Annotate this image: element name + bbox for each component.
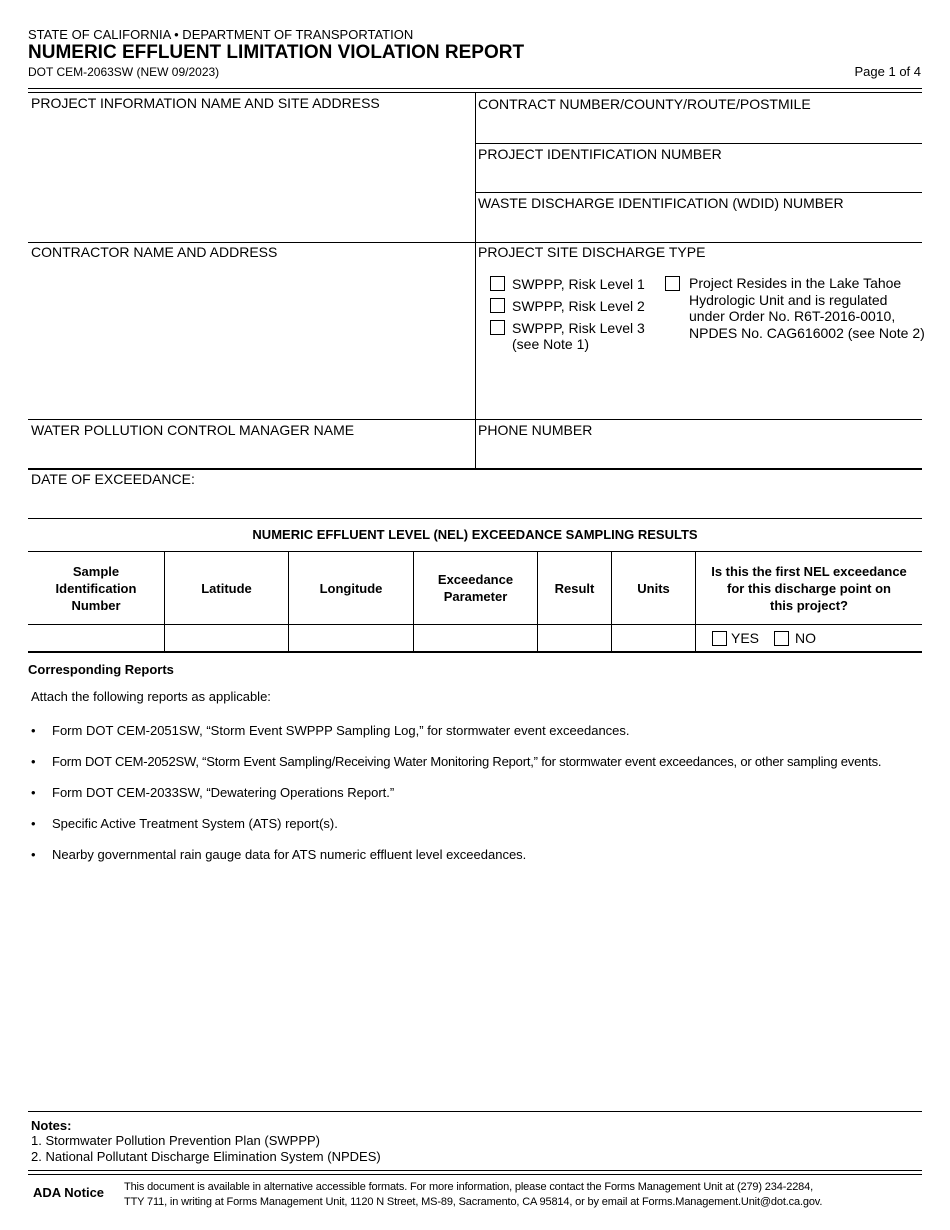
rule-section-4: [28, 468, 922, 470]
col-header-result: Result: [554, 580, 595, 596]
cell-parameter[interactable]: [415, 626, 536, 650]
page-indicator: Page 1 of 4: [854, 64, 921, 79]
lake-tahoe-line-4: NPDES No. CAG616002 (see Note 2): [689, 325, 925, 341]
risk-level-2-label: SWPPP, Risk Level 2: [512, 298, 645, 314]
report-bullet: •: [31, 816, 36, 831]
report-bullet: •: [31, 847, 36, 862]
rule-table-bottom: [28, 651, 922, 653]
rule-notes-top: [28, 1111, 922, 1112]
note-2: 2. National Pollutant Discharge Elimination System (NPDES): [31, 1149, 381, 1164]
project-info-field[interactable]: [29, 112, 473, 240]
rule-ada-top: [28, 1170, 922, 1171]
ada-label: ADA Notice: [33, 1185, 105, 1200]
form-number: DOT CEM-2063SW (NEW 09/2023): [28, 65, 220, 79]
cell-latitude[interactable]: [166, 626, 287, 650]
contractor-field[interactable]: [29, 262, 473, 416]
agency-line: STATE OF CALIFORNIA • DEPARTMENT OF TRANSPORTATION: [28, 27, 414, 42]
phone-field[interactable]: [477, 439, 921, 467]
discharge-type-label: PROJECT SITE DISCHARGE TYPE: [478, 244, 706, 260]
risk-level-1-label: SWPPP, Risk Level 1: [512, 276, 645, 292]
risk-level-3-label: SWPPP, Risk Level 3: [512, 320, 645, 336]
top-rule: [28, 88, 922, 89]
report-item: Form DOT CEM-2033SW, “Dewatering Operations Report.”: [52, 785, 395, 800]
rule-project-id: [476, 192, 922, 193]
reports-intro: Attach the following reports as applicable:: [31, 689, 271, 704]
project-info-label: PROJECT INFORMATION NAME AND SITE ADDRESS: [31, 95, 380, 111]
first-exceedance-no-label: NO: [795, 630, 816, 646]
contractor-label: CONTRACTOR NAME AND ADDRESS: [31, 244, 278, 260]
col-header-parameter-line-2: Parameter: [443, 589, 508, 604]
col-header-parameter-line-1: Exceedance: [437, 572, 514, 587]
cell-units[interactable]: [613, 626, 694, 650]
col-header-sample-id-line-1: Sample: [72, 563, 120, 579]
col-header-first-exceedance: [696, 552, 922, 624]
project-id-field[interactable]: [477, 163, 921, 191]
rule-table-header-bottom: [28, 624, 922, 625]
lake-tahoe-line-1: Project Resides in the Lake Tahoe: [689, 275, 902, 291]
col-header-latitude: Latitude: [201, 580, 252, 596]
report-item: Specific Active Treatment System (ATS) report(s).: [52, 816, 338, 831]
lake-tahoe-line-3: under Order No. R6T-2016-0010,: [689, 308, 896, 324]
col-header-first-line-2: for this discharge point on: [727, 580, 891, 596]
report-item: Nearby governmental rain gauge data for ATS numeric effluent level exceedances.: [52, 847, 527, 862]
wpcm-name-field[interactable]: [29, 439, 473, 467]
form-title: NUMERIC EFFLUENT LIMITATION VIOLATION REPORT: [28, 42, 525, 63]
lake-tahoe-line-2: Hydrologic Unit and is regulated: [689, 292, 888, 308]
note-1: 1. Stormwater Pollution Prevention Plan (SWPPP): [31, 1133, 321, 1148]
report-bullet: •: [31, 723, 36, 738]
first-exceedance-yes-label: YES: [731, 630, 760, 646]
col-header-sample-id-line-3: Number: [71, 597, 121, 613]
contract-number-field[interactable]: [477, 113, 921, 141]
col-header-longitude: Longitude: [319, 580, 383, 596]
date-exceedance-field[interactable]: [29, 488, 921, 516]
report-item: Form DOT CEM-2051SW, “Storm Event SWPPP Sampling Log,” for stormwater event exceedances.: [52, 723, 630, 738]
sampling-title: NUMERIC EFFLUENT LEVEL (NEL) EXCEEDANCE SAMPLING RESULTS: [252, 527, 698, 542]
report-bullet: •: [31, 785, 36, 800]
col-header-sample-id: [28, 552, 164, 624]
rule-ada-top-2: [28, 1174, 922, 1175]
cell-result[interactable]: [539, 626, 610, 650]
ada-line-2: TTY 711, in writing at Forms Management Unit, 1120 N Street, MS-89, Sacramento, CA 95814, or by email at Forms.Management.Unit@dot.ca.gov.: [124, 1196, 823, 1208]
ada-line-1: This document is available in alternative accessible formats. For more information, please contact the Forms Management Unit at (279) 234-2284,: [124, 1181, 814, 1193]
col-header-parameter: [414, 552, 537, 624]
risk-level-2-checkbox[interactable]: [490, 298, 505, 313]
risk-level-1-checkbox[interactable]: [490, 276, 505, 291]
rule-section-3: [28, 419, 922, 420]
cell-sample-id[interactable]: [29, 626, 163, 650]
rule-section-2: [28, 242, 922, 243]
notes-heading: Notes:: [31, 1118, 72, 1133]
phone-label: PHONE NUMBER: [478, 422, 593, 438]
rule-sampling-top: [28, 518, 922, 519]
col-header-sample-id-line-2: Identification: [55, 580, 137, 596]
project-id-label: PROJECT IDENTIFICATION NUMBER: [478, 146, 722, 162]
contract-number-label: CONTRACT NUMBER/COUNTY/ROUTE/POSTMILE: [478, 96, 811, 112]
lake-tahoe-checkbox[interactable]: [665, 276, 680, 291]
upper-divider: [475, 93, 476, 469]
col-header-units: Units: [637, 580, 670, 596]
rule-contract: [476, 143, 922, 144]
date-exceedance-label: DATE OF EXCEEDANCE:: [31, 471, 195, 487]
report-item: Form DOT CEM-2052SW, “Storm Event Sampling/Receiving Water Monitoring Report,” for stormwater event exceedances, or other sampling events.: [52, 754, 882, 769]
wpcm-name-label: WATER POLLUTION CONTROL MANAGER NAME: [31, 422, 355, 438]
report-bullet: •: [31, 754, 36, 769]
reports-heading: Corresponding Reports: [28, 662, 174, 677]
first-exceedance-no-checkbox[interactable]: [774, 631, 789, 646]
first-exceedance-yes-checkbox[interactable]: [712, 631, 727, 646]
cell-longitude[interactable]: [290, 626, 412, 650]
wdid-label: WASTE DISCHARGE IDENTIFICATION (WDID) NUMBER: [478, 195, 844, 211]
col-header-first-line-3: this project?: [769, 597, 848, 613]
col-header-first-line-1: Is this the first NEL exceedance: [711, 563, 907, 579]
wdid-field[interactable]: [477, 212, 921, 240]
risk-level-3-note: (see Note 1): [512, 336, 590, 352]
risk-level-3-checkbox[interactable]: [490, 320, 505, 335]
